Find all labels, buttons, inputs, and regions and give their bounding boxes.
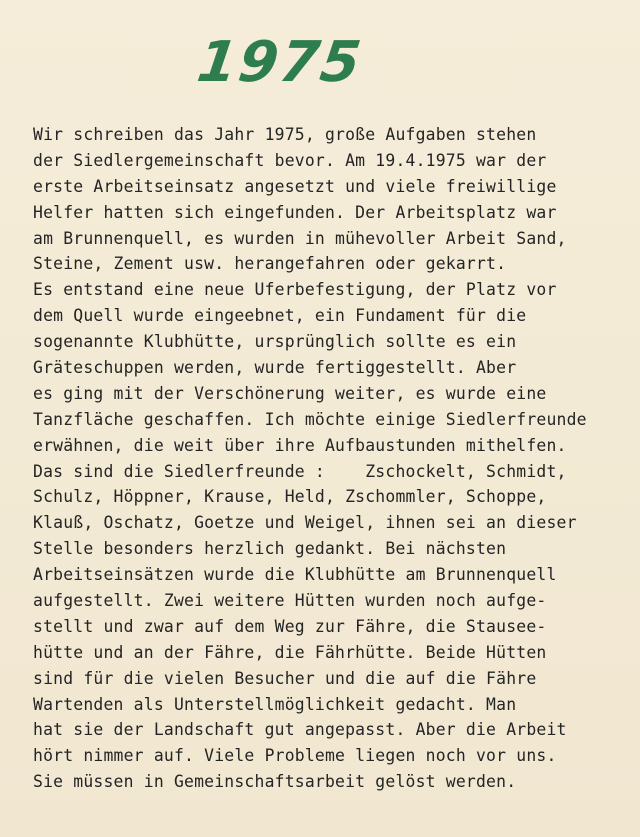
text-line: Tanzfläche geschaffen. Ich möchte einige Siedlerfreunde: [33, 409, 587, 429]
text-line: Stelle besonders herzlich gedankt. Bei nächsten: [33, 539, 507, 559]
text-line: Sie müssen in Gemeinschaftsarbeit gelöst werden.: [33, 772, 517, 792]
body-text: [33, 122, 587, 795]
text-line: sogenannte Klubhütte, ursprünglich sollte es ein: [33, 332, 517, 352]
text-line: erwähnen, die weit über ihre Aufbaustunden mithelfen.: [33, 435, 567, 455]
text-line: es ging mit der Verschönerung weiter, es wurde eine: [33, 383, 547, 403]
text-line: der Siedlergemeinschaft bevor. Am 19.4.1975 war der: [33, 150, 547, 170]
text-line: dem Quell wurde eingeebnet, ein Fundament für die: [33, 306, 527, 326]
text-line: Helfer hatten sich eingefunden. Der Arbeitsplatz war: [33, 202, 557, 222]
text-line: erste Arbeitseinsatz angesetzt und viele freiwillige: [33, 176, 557, 196]
text-line: sind für die vielen Besucher und die auf die Fähre: [33, 668, 537, 688]
text-line: stellt und zwar auf dem Weg zur Fähre, die Stausee-: [33, 616, 547, 636]
text-line: Arbeitseinsätzen wurde die Klubhütte am Brunnenquell: [33, 565, 557, 585]
text-line: hütte und an der Fähre, die Fährhütte. Beide Hütten: [33, 642, 547, 662]
text-line: Klauß, Oschatz, Goetze und Weigel, ihnen sei an dieser: [33, 513, 577, 533]
year-heading: 1975: [193, 30, 367, 95]
text-line: Gräteschuppen werden, wurde fertiggestellt. Aber: [33, 358, 517, 378]
text-line: am Brunnenquell, es wurden in mühevoller Arbeit Sand,: [33, 228, 567, 248]
text-line: Das sind die Siedlerfreunde : Zschockelt, Schmidt,: [33, 461, 567, 481]
text-line: aufgestellt. Zwei weitere Hütten wurden noch aufge-: [33, 591, 547, 611]
text-line: Es entstand eine neue Uferbefestigung, der Platz vor: [33, 280, 557, 300]
text-line: hört nimmer auf. Viele Probleme liegen noch vor uns.: [33, 746, 557, 766]
text-line: Wir schreiben das Jahr 1975, große Aufgaben stehen: [33, 125, 537, 144]
text-line: hat sie der Landschaft gut angepasst. Aber die Arbeit: [33, 720, 567, 740]
text-line: Schulz, Höppner, Krause, Held, Zschommler, Schoppe,: [33, 487, 547, 507]
text-line: Wartenden als Unterstellmöglichkeit gedacht. Man: [33, 694, 517, 714]
text-line: Steine, Zement usw. herangefahren oder gekarrt.: [33, 254, 507, 274]
